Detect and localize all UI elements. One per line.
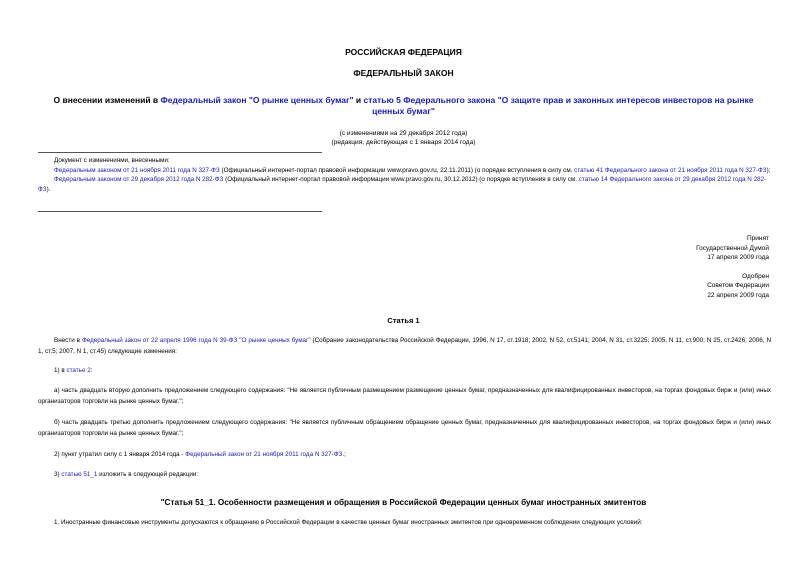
divider-bottom	[38, 211, 322, 212]
para-text: изложить в следующей редакции:	[97, 471, 199, 478]
title-text: О внесении изменений в	[53, 95, 161, 105]
securities-law-link[interactable]: Федеральный закон от 22 апреля 1996 года N 39-ФЗ "О рынке ценных бумаг"	[81, 337, 311, 344]
change-item	[38, 166, 773, 176]
item-1	[38, 366, 771, 377]
para-text: Внести в	[54, 337, 82, 344]
article-51-1-heading: "Статья 51_1. Особенности размещения и обращения в Российской Федерации ценных бумаг иностранных эмитентов	[160, 498, 647, 507]
item-2	[38, 450, 771, 461]
changes-intro: Документ с изменениями, внесенными:	[54, 157, 170, 164]
approval-line: Советом Федерации	[707, 282, 769, 289]
para-text: (Собрание законодательства Российской Федерации, 1996, N 17, ст.1918; 2002, N 52, ст.5141; 2004, N 31, ст.3225; 2005, N 11, ст.900; N 25, ст.2426; 2006, N 1, ст.5; 2007, N 1, ст.45) следующие изменения:	[38, 337, 771, 355]
para-text: 1. Иностранные финансовые инструменты допускаются к обращению в Российской Федерации в качестве ценных бумаг иностранных эмитентов при одновременном соблюдении следующих условий:	[54, 519, 643, 526]
para-text: а) часть двадцать вторую дополнить предложением следующего содержания: "Не является публичным размещением размещение ценных бумаг, предназначенных для квалифицированных инвесторов, на торгах фондовых бирж и (или) иных организаторов торговли на рынке ценных бумаг.";	[38, 387, 771, 405]
para-text: 3)	[54, 471, 62, 478]
adoption-line: Государственной Думой	[696, 244, 769, 252]
article-2-link[interactable]: статье 2	[66, 367, 91, 374]
approval-line: Одобрен	[742, 272, 769, 280]
change-text: ).	[46, 185, 51, 193]
divider-top	[38, 152, 322, 153]
changes-block	[38, 156, 773, 194]
change-item	[38, 175, 773, 194]
item-1a	[38, 386, 771, 407]
title-text: и	[353, 95, 364, 105]
edition-effective: (редакция, действующая с 1 января 2014 года)	[331, 139, 476, 146]
article-1-heading: Статья 1	[387, 316, 420, 325]
para-text: 1) в	[54, 367, 67, 374]
para-text: .;	[342, 451, 346, 458]
amending-law-link[interactable]: Федеральный закон от 21 ноября 2011 года N 327-ФЗ	[185, 451, 343, 458]
law-title	[40, 95, 767, 117]
title-link-securities-law[interactable]: Федеральный закон "О рынке ценных бумаг"	[160, 95, 354, 105]
change-article-link[interactable]: статью 41 Федерального закона от 21 ноября 2011 года N 327-ФЗ	[574, 166, 767, 174]
approval-line: 22 апреля 2009 года	[707, 291, 769, 299]
change-text: (Официальный интернет-портал правовой информации www.pravo.gov.ru, 30.12.2012) (о порядке вступления в силу см.	[223, 176, 579, 183]
adoption-line: Принят	[746, 235, 769, 242]
country-heading: РОССИЙСКАЯ ФЕДЕРАЦИЯ	[345, 47, 462, 57]
para-text: б) часть двадцать третью дополнить предложением следующего содержания: "Не является публичным обращением обращение ценных бумаг, предназначенных для квалифицированных инвесторов, на торгах фондовых бирж и (или) иных организаторов торговли на рынке ценных бумаг.";	[38, 419, 771, 437]
change-text: );	[766, 166, 771, 174]
article-51-1-link[interactable]: статью 51_1	[61, 471, 98, 478]
change-article-link[interactable]: статью 14 Федерального закона от 29 декабря 2012 года N 282-ФЗ	[38, 176, 767, 193]
adoption-line: 17 апреля 2009 года	[707, 254, 769, 261]
law-type-heading: ФЕДЕРАЛЬНЫЙ ЗАКОН	[353, 68, 454, 78]
change-link[interactable]: Федеральным законом от 21 ноября 2011 года N 327-ФЗ	[54, 166, 220, 174]
item-3	[38, 470, 771, 481]
article-1-paragraph	[38, 336, 771, 357]
para-text: 2) пункт утратил силу с 1 января 2014 года -	[54, 451, 186, 458]
para-text: :	[90, 367, 93, 374]
change-link[interactable]: Федеральным законом от 29 декабря 2012 года N 282-ФЗ	[54, 176, 224, 183]
title-link-investor-protection-law[interactable]: статью 5 Федерального закона "О защите прав и законных интересов инвесторов на рынке ценных бумаг"	[363, 95, 754, 116]
article-51-1-paragraph-1	[38, 518, 771, 529]
item-1b	[38, 418, 771, 439]
adoption-block	[569, 234, 769, 300]
edition-changes: (с изменениями на 29 декабря 2012 года)	[339, 130, 468, 137]
change-text: (Официальный интернет-портал правовой информации www.pravo.gov.ru, 22.11.2011) (о порядке вступления в силу см.	[219, 166, 575, 174]
